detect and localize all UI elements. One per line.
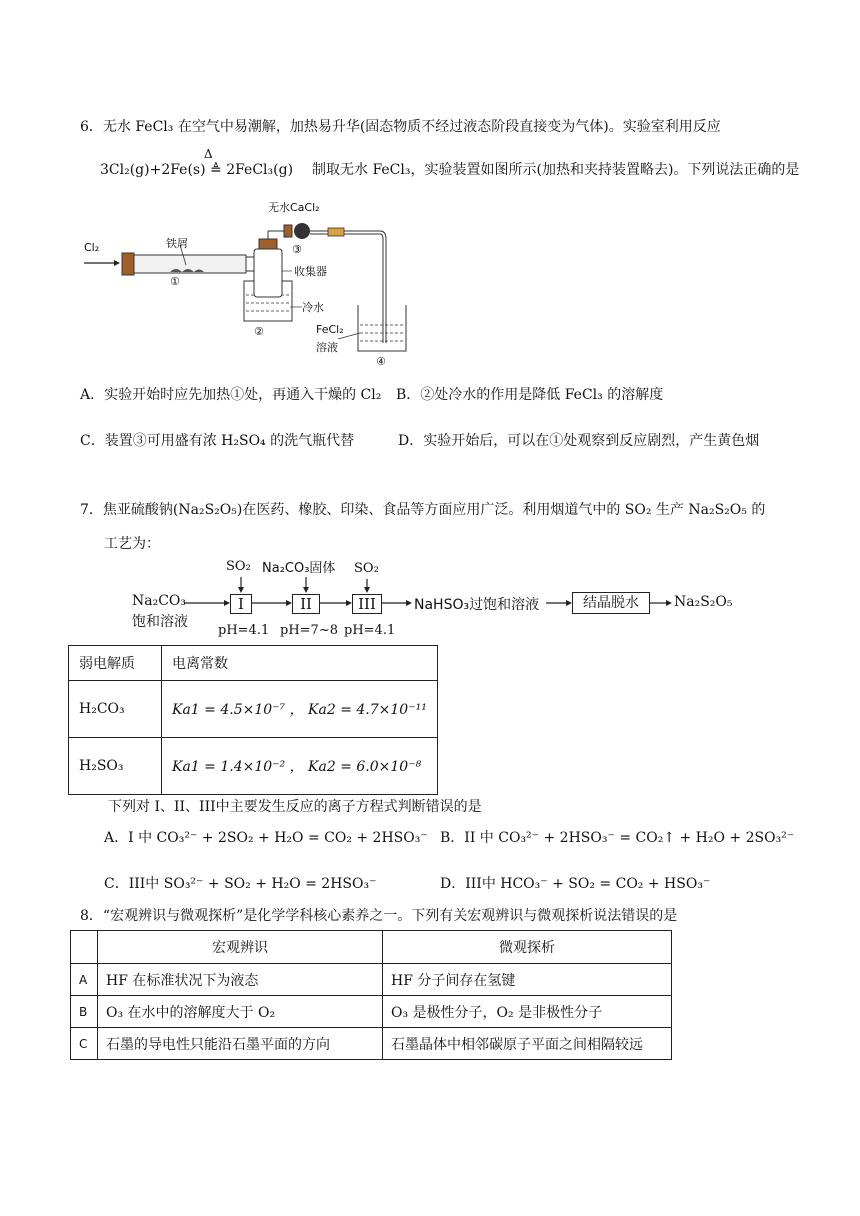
q7-option-a: A．I 中 CO₃²⁻ + 2SO₂ + H₂O = CO₂ + 2HSO₃⁻ xyxy=(104,830,428,846)
label-n2: ② xyxy=(254,325,264,338)
table-cell-h2co3-k: Ka1 = 4.5×10⁻⁷ ， Ka2 = 4.7×10⁻¹¹ xyxy=(162,681,438,738)
flow-ph-1: pH=4.1 xyxy=(218,623,270,638)
flow-box-1: I xyxy=(230,594,252,614)
table-row xyxy=(71,1028,672,1060)
q7-option-c: C．III中 SO₃²⁻ + SO₂ + H₂O = 2HSO₃⁻ xyxy=(104,876,377,892)
ionization-constant-table xyxy=(68,645,438,795)
flow-input-2: Na₂CO₃固体 xyxy=(262,561,336,576)
flow-end: Na₂S₂O₅ xyxy=(674,594,733,610)
row-label: A xyxy=(71,964,98,996)
table-cell-h2co3: H₂CO₃ xyxy=(69,681,162,738)
table-row xyxy=(69,681,438,738)
label-cacl2: 无水CaCl₂ xyxy=(268,201,320,214)
q7-question: 下列对 I、II、III中主要发生反应的离子方程式判断错误的是 xyxy=(108,799,482,815)
table-row xyxy=(69,738,438,795)
table-header-constant: 电离常数 xyxy=(162,646,438,681)
q6-stem-line2: 制取无水 FeCl₃，实验装置如图所示(加热和夹持装置略去)。下列说法正确的是 xyxy=(312,162,800,178)
label-cold-water: 冷水 xyxy=(302,301,324,314)
q8-stem: 8．“宏观辨识与微观探析”是化学学科核心素养之一。下列有关宏观辨识与微观探析说法错误的是 xyxy=(80,908,678,924)
apparatus-diagram xyxy=(80,195,420,375)
row-macro: O₃ 在水中的溶解度大于 O₂ xyxy=(98,996,383,1028)
flow-ph-2: pH=7~8 xyxy=(280,623,338,638)
flow-input-1: SO₂ xyxy=(226,559,251,574)
label-n1: ① xyxy=(170,275,180,288)
flow-start-1: Na₂CO₃ xyxy=(132,593,187,609)
label-cl2: Cl₂ xyxy=(84,241,100,254)
table-header-row xyxy=(69,646,438,681)
table-header-blank xyxy=(71,931,98,964)
row-label: B xyxy=(71,996,98,1028)
q6-option-a: A．实验开始时应先加热①处，再通入干燥的 Cl₂ xyxy=(80,387,382,403)
table-header-micro: 微观探析 xyxy=(383,931,672,964)
label-n3: ③ xyxy=(292,243,302,256)
apparatus-svg xyxy=(80,195,420,375)
flow-start-2: 饱和溶液 xyxy=(132,614,188,630)
row-label: C xyxy=(71,1028,98,1060)
q6-stem-line1: 6．无水 FeCl₃ 在空气中易潮解，加热易升华(固态物质不经过液态阶段直接变为气体)。实验室利用反应 xyxy=(80,119,721,135)
q7-stem-line1: 7．焦亚硫酸钠(Na₂S₂O₅)在医药、橡胶、印染、食品等方面应用广泛。利用烟道气中的 SO₂ 生产 Na₂S₂O₅ 的 xyxy=(80,502,766,518)
flow-input-3: SO₂ xyxy=(354,561,379,576)
flow-mid: NaHSO₃过饱和溶液 xyxy=(414,597,540,613)
table-header-electrolyte: 弱电解质 xyxy=(69,646,162,681)
q7-option-d: D．III中 HCO₃⁻ + SO₂ = CO₂ + HSO₃⁻ xyxy=(440,876,711,892)
table-cell-h2so3-k: Ka1 = 1.4×10⁻² ， Ka2 = 6.0×10⁻⁸ xyxy=(162,738,438,795)
label-collector: 收集器 xyxy=(294,265,327,278)
label-fecl2-1: FeCl₂ xyxy=(316,323,344,336)
q6-option-b: B．②处冷水的作用是降低 FeCl₃ 的溶解度 xyxy=(396,387,664,403)
q6-option-d: D．实验开始后，可以在①处观察到反应剧烈，产生黄色烟 xyxy=(398,433,760,449)
macro-micro-table xyxy=(70,930,672,1060)
table-row xyxy=(71,964,672,996)
q6-equation: 3Cl₂(g)+2Fe(s) ≜ 2FeCl₃(g) xyxy=(100,162,294,178)
flow-ph-3: pH=4.1 xyxy=(344,623,396,638)
process-flow xyxy=(120,555,740,645)
row-micro: HF 分子间存在氢键 xyxy=(383,964,672,996)
q6-heat-symbol: Δ xyxy=(204,147,213,161)
row-macro: 石墨的导电性只能沿石墨平面的方向 xyxy=(98,1028,383,1060)
label-iron: 铁屑 xyxy=(166,237,188,250)
q7-option-b: B．II 中 CO₃²⁻ + 2HSO₃⁻ = CO₂↑ + H₂O + 2SO₃²⁻ xyxy=(440,830,795,846)
q6-option-c: C．装置③可用盛有浓 H₂SO₄ 的洗气瓶代替 xyxy=(80,433,355,449)
table-header-macro: 宏观辨识 xyxy=(98,931,383,964)
row-micro: 石墨晶体中相邻碳原子平面之间相隔较远 xyxy=(383,1028,672,1060)
flow-box-2: II xyxy=(292,594,320,614)
q7-stem-line2: 工艺为： xyxy=(104,536,160,552)
row-micro: O₃ 是极性分子，O₂ 是非极性分子 xyxy=(383,996,672,1028)
flow-box-4: 结晶脱水 xyxy=(572,592,650,614)
table-row xyxy=(71,996,672,1028)
table-cell-h2so3: H₂SO₃ xyxy=(69,738,162,795)
label-fecl2-2: 溶液 xyxy=(316,341,338,354)
table-header-row xyxy=(71,931,672,964)
label-n4: ④ xyxy=(376,355,386,368)
row-macro: HF 在标准状况下为液态 xyxy=(98,964,383,996)
flow-box-3: III xyxy=(352,594,382,614)
